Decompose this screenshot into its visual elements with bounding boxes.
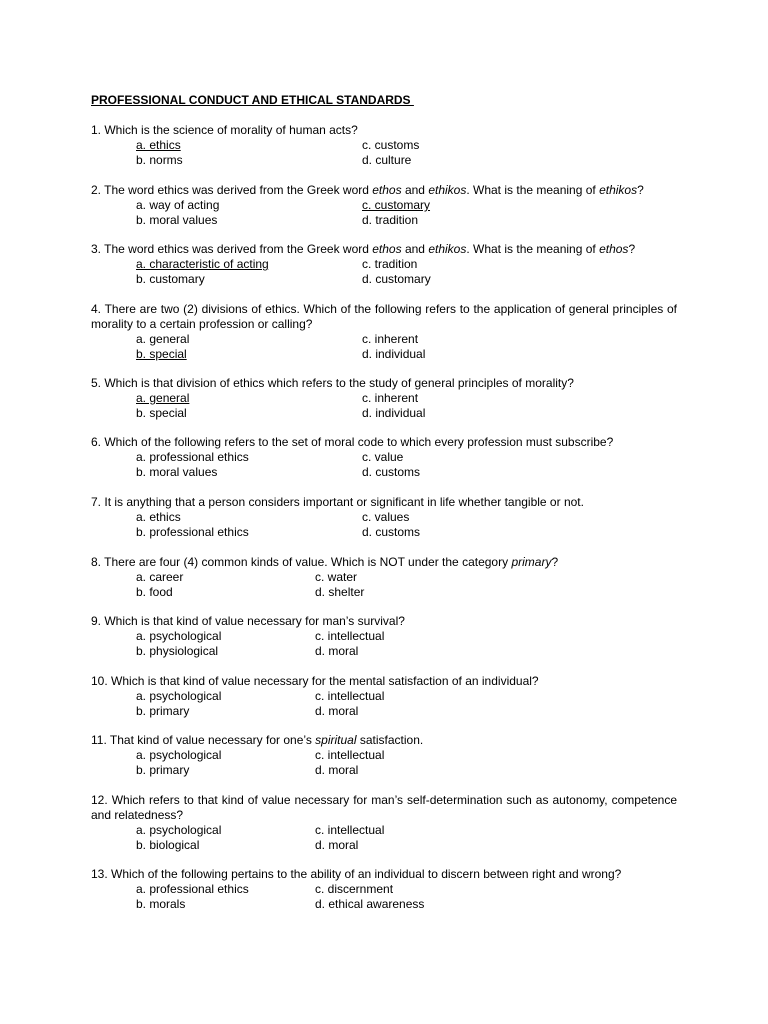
question-stem (91, 674, 677, 689)
question-stem (91, 495, 677, 510)
answer-option: d. individual (362, 347, 426, 361)
answer-options (91, 882, 677, 912)
answer-options (91, 138, 677, 168)
answer-option: c. intellectual (315, 748, 385, 762)
question-11 (91, 733, 677, 778)
question-9 (91, 614, 677, 659)
question-stem (91, 242, 677, 257)
answer-options (91, 823, 677, 853)
question-stem (91, 733, 677, 748)
question-number: 6. (91, 435, 102, 449)
question-text: ? (551, 555, 559, 569)
question-13 (91, 867, 677, 912)
question-text: Which is that kind of value necessary for man’s survival? (104, 614, 405, 628)
question-number: 3. (91, 242, 102, 256)
question-text: Which is the science of morality of human acts? (104, 123, 358, 137)
question-text: That kind of value necessary for one’s (109, 733, 316, 747)
answer-options (91, 198, 677, 228)
question-text: Which of the following refers to the set of moral code to which every profession must subscribe? (104, 435, 614, 449)
question-text: ? (628, 242, 636, 256)
question-number: 5. (91, 376, 102, 390)
question-text: Which is that kind of value necessary for the mental satisfaction of an individual? (111, 674, 539, 688)
answer-option-correct: a. general (136, 391, 190, 405)
answer-option: b. morals (136, 897, 186, 911)
answer-option: d. individual (362, 406, 426, 420)
answer-option: c. value (362, 450, 404, 464)
answer-option: c. discernment (315, 882, 394, 896)
answer-option: c. water (315, 570, 358, 584)
answer-option: b. moral values (136, 465, 218, 479)
question-4 (91, 302, 677, 362)
question-text-italic: ethikos (428, 183, 467, 197)
answer-option: b. moral values (136, 213, 218, 227)
question-text: satisfaction. (356, 733, 424, 747)
document-title: PROFESSIONAL CONDUCT AND ETHICAL STANDARDS (91, 93, 414, 107)
question-10 (91, 674, 677, 719)
question-stem (91, 123, 677, 138)
question-number: 9. (91, 614, 102, 628)
answer-options (91, 391, 677, 421)
question-7 (91, 495, 677, 540)
question-5 (91, 376, 677, 421)
answer-option: b. customary (136, 272, 205, 286)
question-number: 13. (91, 867, 108, 881)
answer-options (91, 257, 677, 287)
question-stem (91, 793, 677, 823)
answer-option: a. ethics (136, 510, 181, 524)
question-text: There are two (2) divisions of ethics. Which of the following refers to the application of general principles of morality to a certain profession or calling? (91, 302, 678, 331)
answer-option: c. intellectual (315, 823, 385, 837)
question-8 (91, 555, 677, 600)
answer-option: a. way of acting (136, 198, 220, 212)
answer-option: a. career (136, 570, 184, 584)
answer-option: b. professional ethics (136, 525, 249, 539)
question-stem (91, 183, 677, 198)
answer-options (91, 570, 677, 600)
question-text: The word ethics was derived from the Greek word (104, 242, 373, 256)
question-12 (91, 793, 677, 853)
answer-option: c. customs (362, 138, 420, 152)
answer-option: d. customs (362, 525, 421, 539)
question-stem (91, 614, 677, 629)
answer-option: b. primary (136, 763, 190, 777)
question-text-italic: ethos (599, 242, 629, 256)
answer-option: d. moral (315, 838, 359, 852)
answer-option-correct: a. ethics (136, 138, 181, 152)
question-text: Which refers to that kind of value necessary for man’s self-determination such as autonomy, competence and relatedness? (91, 793, 677, 822)
question-number: 8. (91, 555, 102, 569)
answer-option: a. professional ethics (136, 882, 249, 896)
answer-option: a. psychological (136, 629, 222, 643)
question-text-italic: ethos (372, 183, 402, 197)
answer-option: a. professional ethics (136, 450, 249, 464)
answer-option: c. values (362, 510, 410, 524)
question-text: and (401, 183, 429, 197)
question-text-italic: ethikos (599, 183, 638, 197)
question-text: . What is the meaning of (466, 183, 600, 197)
question-text: Which of the following pertains to the ability of an individual to discern between right and wrong? (111, 867, 622, 881)
answer-option: b. biological (136, 838, 200, 852)
answer-option: d. moral (315, 704, 359, 718)
answer-option: c. inherent (362, 332, 419, 346)
question-text: The word ethics was derived from the Greek word (104, 183, 373, 197)
question-1 (91, 123, 677, 168)
answer-option: b. norms (136, 153, 183, 167)
answer-option: a. general (136, 332, 190, 346)
question-6 (91, 435, 677, 480)
question-2 (91, 183, 677, 228)
question-text: . What is the meaning of (466, 242, 600, 256)
question-text: ? (637, 183, 644, 197)
answer-options (91, 689, 677, 719)
question-stem (91, 867, 677, 882)
question-text-italic: ethos (372, 242, 402, 256)
question-text: It is anything that a person considers important or significant in life whether tangible or not. (104, 495, 584, 509)
question-number: 10. (91, 674, 108, 688)
answer-option-correct: c. customary (362, 198, 431, 212)
answer-option: b. special (136, 406, 187, 420)
answer-option: a. psychological (136, 748, 222, 762)
question-number: 12. (91, 793, 108, 807)
question-text-italic: ethikos (428, 242, 467, 256)
question-text: There are four (4) common kinds of value. Which is NOT under the category (104, 555, 512, 569)
answer-option: d. culture (362, 153, 412, 167)
answer-option: d. moral (315, 763, 359, 777)
answer-options (91, 450, 677, 480)
question-3 (91, 242, 677, 287)
question-number: 1. (91, 123, 102, 137)
answer-option: c. intellectual (315, 689, 385, 703)
answer-option: c. inherent (362, 391, 419, 405)
answer-option-correct: a. characteristic of acting (136, 257, 269, 271)
answer-option: d. ethical awareness (315, 897, 425, 911)
answer-option: b. physiological (136, 644, 219, 658)
answer-option: c. intellectual (315, 629, 385, 643)
question-stem (91, 555, 677, 570)
answer-option: a. psychological (136, 823, 222, 837)
answer-option: c. tradition (362, 257, 418, 271)
answer-option: d. tradition (362, 213, 419, 227)
answer-option: d. moral (315, 644, 359, 658)
question-number: 4. (91, 302, 102, 316)
question-text: Which is that division of ethics which refers to the study of general principles of morality? (104, 376, 574, 390)
question-stem (91, 435, 677, 450)
answer-option: b. primary (136, 704, 190, 718)
answer-option: b. food (136, 585, 173, 599)
question-stem (91, 302, 677, 332)
answer-options (91, 629, 677, 659)
answer-options (91, 510, 677, 540)
answer-options (91, 748, 677, 778)
question-number: 7. (91, 495, 102, 509)
answer-option: d. customary (362, 272, 431, 286)
question-text-italic: primary (511, 555, 552, 569)
answer-option: d. customs (362, 465, 421, 479)
question-stem (91, 376, 677, 391)
question-text-italic: spiritual (315, 733, 357, 747)
answer-options (91, 332, 677, 362)
question-number: 11. (91, 733, 107, 747)
question-text: and (401, 242, 429, 256)
answer-option: a. psychological (136, 689, 222, 703)
answer-option-correct: b. special (136, 347, 187, 361)
question-number: 2. (91, 183, 102, 197)
answer-option: d. shelter (315, 585, 365, 599)
